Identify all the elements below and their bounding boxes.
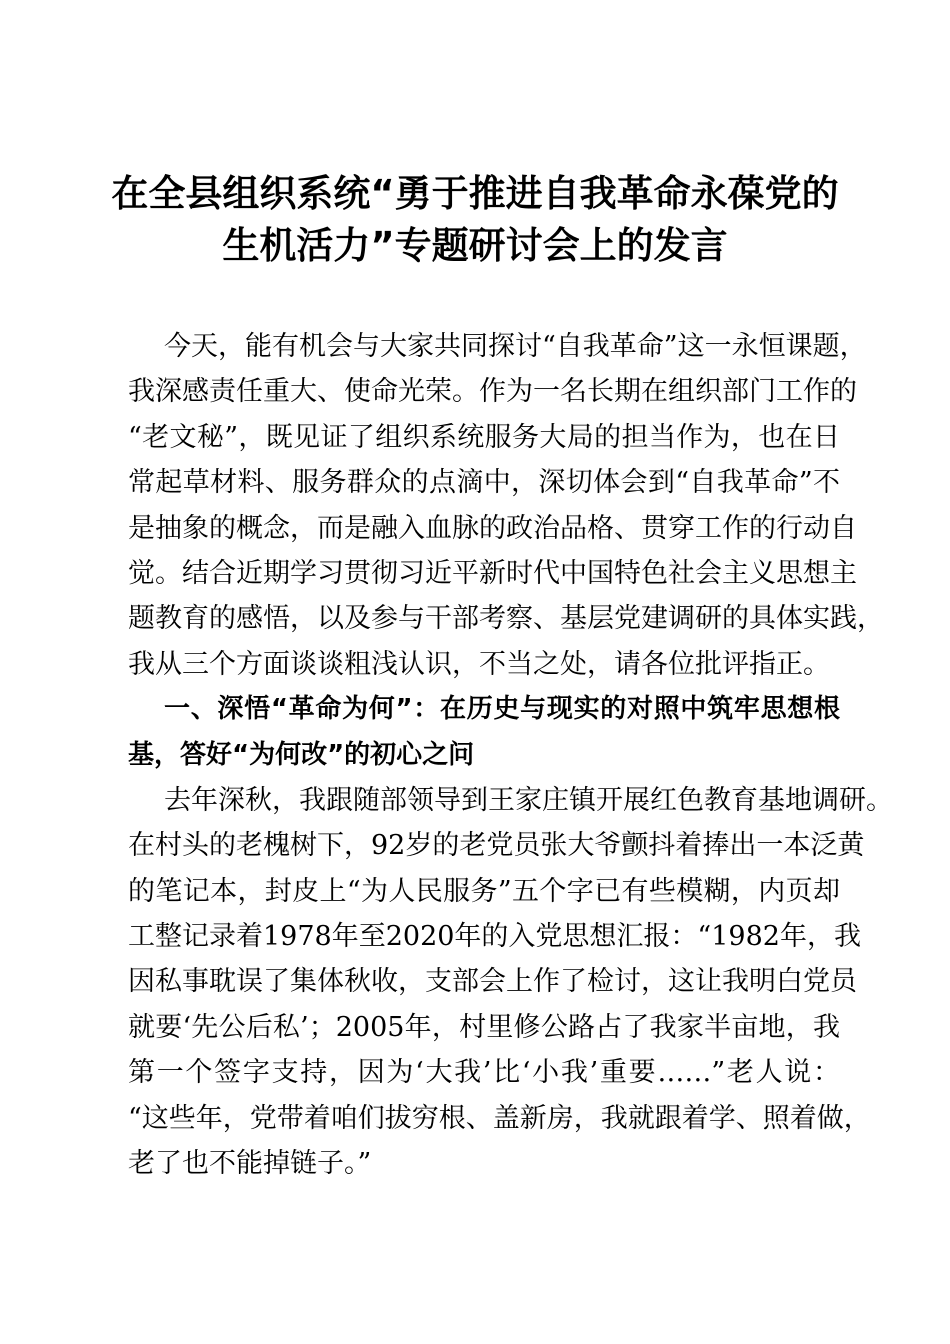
paragraph-line: 老了也不能掉链子。” <box>128 1148 372 1180</box>
paragraph-line: 觉。结合近期学习贯彻习近平新时代中国特色社会主义思想主 <box>128 557 857 589</box>
paragraph-line: “老文秘”，既见证了组织系统服务大局的担当作为，也在日 <box>128 421 840 453</box>
paragraph-line: 因私事耽误了集体秋收，支部会上作了检讨，这让我明白党员 <box>128 966 857 998</box>
paragraph-line: 我从三个方面谈谈粗浅认识，不当之处，请各位批评指正。 <box>128 648 830 680</box>
section-heading-line: 一、深悟“革命为何”：在历史与现实的对照中筑牢思想根 <box>164 694 840 725</box>
paragraph-line: 是抽象的概念，而是融入血脉的政治品格、贯穿工作的行动自 <box>128 512 857 544</box>
paragraph-line: 今天，能有机会与大家共同探讨“自我革命”这一永恒课题， <box>164 331 867 362</box>
paragraph-line: 题教育的感悟，以及参与干部考察、基层党建调研的具体实践， <box>128 603 884 635</box>
document-title-line-2: 生机活力”专题研讨会上的发言 <box>222 224 728 267</box>
paragraph-line: 常起草材料、服务群众的点滴中，深切体会到“自我革命”不 <box>128 467 840 499</box>
paragraph-line: 我深感责任重大、使命光荣。作为一名长期在组织部门工作的 <box>128 376 857 408</box>
paragraph-line: 在村头的老槐树下，92岁的老党员张大爷颤抖着捧出一本泛黄 <box>128 830 865 862</box>
paragraph-line: 的笔记本，封皮上“为人民服务”五个字已有些模糊，内页却 <box>128 875 840 907</box>
document-title-line-1: 在全县组织系统“勇于推进自我革命永葆党的 <box>111 172 839 215</box>
paragraph-line: 工整记录着1978年至2020年的入党思想汇报：“1982年，我 <box>128 921 861 953</box>
paragraph-line: “这些年，党带着咱们拔穷根、盖新房，我就跟着学、照着做， <box>128 1102 871 1134</box>
paragraph-line: 第一个签字支持，因为‘大我’比‘小我’重要……”老人说： <box>128 1057 840 1089</box>
paragraph-line: 就要‘先公后私’；2005年，村里修公路占了我家半亩地，我 <box>128 1011 840 1043</box>
document-body <box>128 324 893 1186</box>
section-heading-line: 基，答好“为何改”的初心之问 <box>128 739 475 770</box>
paragraph-line: 去年深秋，我跟随部领导到王家庄镇开展红色教育基地调研。 <box>164 784 893 816</box>
